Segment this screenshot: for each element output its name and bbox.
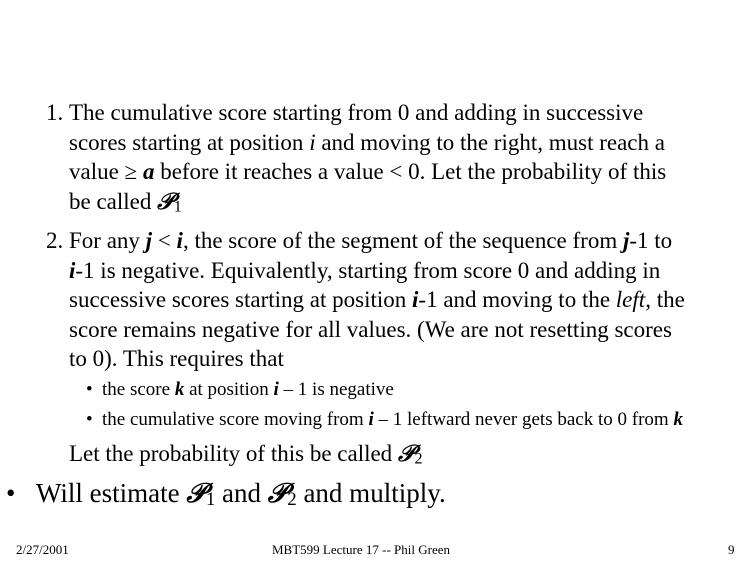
bullet-glyph: • xyxy=(6,478,16,508)
numbered-item-2 xyxy=(46,226,685,374)
main-bullet-text: Will estimate 𝒫1 and 𝒫2 and multiply. xyxy=(36,478,446,510)
item-line: scores starting at position i and moving to the right, must reach a xyxy=(69,129,665,155)
sub-bullet-text: the score k at position i – 1 is negative xyxy=(102,379,394,400)
item-line: successive scores starting at position i-1 and moving to the left, the xyxy=(69,287,685,312)
item-line: For any j < i, the score of the segment of the sequence from j-1 to xyxy=(69,228,673,253)
item-number: 2. xyxy=(46,228,64,253)
numbered-item-1 xyxy=(46,98,666,221)
item-line: The cumulative score starting from 0 and adding in successive xyxy=(69,100,644,125)
footer-title: MBT599 Lecture 17 -- Phil Green xyxy=(272,542,450,557)
sub-bullet-text: the cumulative score moving from i – 1 leftward never gets back to 0 from k xyxy=(102,409,683,430)
item-line: to 0). This requires that xyxy=(69,346,284,371)
item-line: score remains negative for all values. (We are not resetting scores xyxy=(69,316,672,342)
item-line: value ≥ a before it reaches a value < 0. Let the probability of this xyxy=(69,159,667,184)
item-line: i-1 is negative. Equivalently, starting from score 0 and adding in xyxy=(69,257,661,283)
probability-line: Let the probability of this be called 𝒫2 xyxy=(69,440,423,468)
item-line: be called 𝒫1 xyxy=(69,187,182,215)
footer-date: 2/27/2001 xyxy=(16,542,69,557)
page-number: 9 xyxy=(728,542,735,557)
bullet-glyph: • xyxy=(86,409,93,430)
item-number: 1. xyxy=(46,100,64,125)
bullet-glyph: • xyxy=(86,379,93,400)
